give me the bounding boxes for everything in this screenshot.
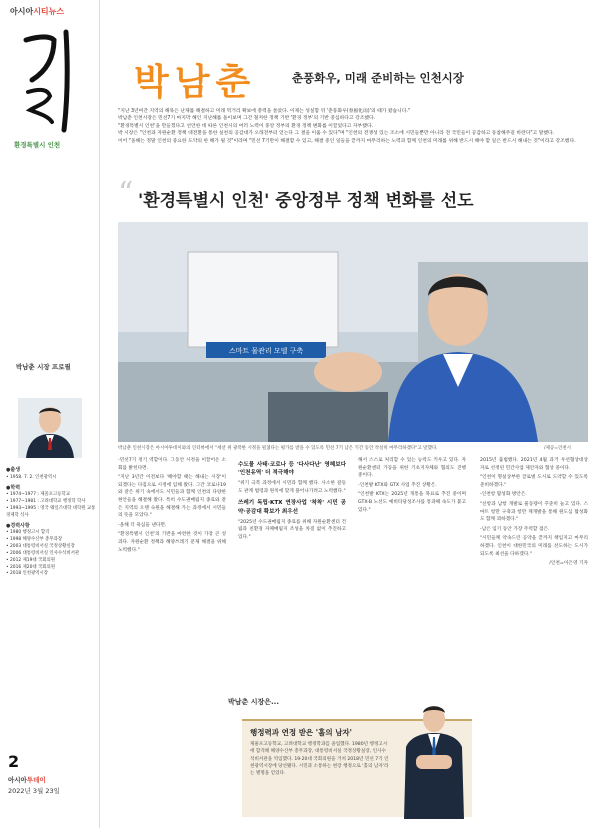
intro-paragraph: "환경특별시 인천'을 만들겠다고 선언한 데 따른 인천시의 여러 노력이 중앙 정부의 환경 정책 변화를 이끌었다고 자부했다. [118, 123, 373, 129]
column-paragraph: 해서 스스로 처리할 수 있는 능력도 키우고 있다. 자원순환센터 가동을 위한 기초지자체와 협의도 진행 중이다. [358, 458, 466, 479]
hero-photo [118, 222, 588, 442]
column-paragraph: "환경특별시 인천'의 기반을 마련한 것이 가장 큰 성과다. 자원순환 정책과 해양쓰레기 문제 해결을 위해 노력했다." [118, 532, 226, 553]
profile-edu-item: • 1974~1977 : 제물포고등학교 [6, 492, 70, 498]
intro-paragraph: 박 시장은 "인천과 자원순환 정책 대전환을 통한 실천의 공감대가 오래전부터 얻는다 그 결을 이룰 수 있다"며 "인천의 전쟁성 있는 조소에 시민들뿐만 아니라 전 국민들이 공감하고 동참해주길 바란다"고 말했다. [118, 131, 555, 137]
hero-caption: 박남춘 인천시장은 아시아투데이와의 인터뷰에서 "세션 위 광폭한 시정을 펼쳤다는 평가를 받을 수 있도록 민선 7기 남은 기간 동안 착실히 마무리하겠다"고 말했다. [118, 446, 438, 451]
column-byline: /인천=이은영 기자 [549, 561, 588, 567]
section-label: 환경특별시 인천 [14, 141, 61, 149]
profile-career-item: • 2016 제20대 국회의원 [6, 564, 55, 570]
column-paragraph: -인천발 KTX와 GTX 사업 추진 상황은. [358, 482, 437, 488]
column-paragraph: -인천항 활성화 방안은. [480, 492, 527, 498]
column-paragraph: "시민들께 약속드린 공약을 끝까지 책임지고 마무리하겠다. 인천이 대한민국의 미래를 선도하는 도시가 되도록 최선을 다하겠다." [480, 536, 588, 557]
column-paragraph: "2025년 수도권매립지 종료를 위해 자원순환센터 건립과 친환경 자체매립지 조성을 차질 없이 추진하고 있다." [238, 519, 346, 540]
column-paragraph: -남은 임기 동안 가장 주력할 점은. [480, 526, 550, 532]
column-paragraph: -올해 더 욕심을 낸다면. [118, 522, 167, 528]
intro-paragraph: 이어 "올해는 정말 인천의 중요한 도약의 한 해가 될 것"이라며 "민선 7기만이 해결할 수 있고, 해결 중인 일들을 끝까지 마무리하는 노력과 함께 인천의 미래를 위해 반드시 해야 할 일은 반드시 해내는 것"이라고 강조했다. [118, 138, 576, 144]
profile-birth: • 1958. 7. 2. 인천광역시 [6, 474, 57, 480]
profile-career-item: • 2018 인천광역시장 [6, 571, 49, 577]
profile-list [6, 464, 96, 578]
intro-paragraph: "지난 3년여간 지역의 해묵은 난제를 해결하고 미래 먹거리 확보에 총력을 쏟았다. 이제는 성실함 뒤 '춘풍화우(春風化雨)'의 때가 왔습니다." [118, 109, 411, 114]
profile-birth-head: ●출생 [6, 467, 21, 473]
column-paragraph: 2015년 출범했다. 2021년 4월 과거 우선협상대상자로 선정된 민간사업 제안자와 협상 중이다. [480, 458, 588, 471]
profile-career-item: • 1998 해양수산부 총무과장 [6, 537, 63, 543]
profile-career-head: ●경력사항 [6, 522, 30, 529]
column-paragraph: "인천발 KTX는 2025년 개통을 목표로 추진 중이며 GTX-B 노선도 예비타당성조사를 통과해 속도가 붙고 있다." [358, 492, 466, 513]
page-number: 2 [8, 752, 20, 771]
qa-box-headline: 행정력과 연정 받은 '홀의 남자' [250, 728, 352, 737]
main-article [104, 0, 600, 828]
column-paragraph: "인천이 명실상부한 글로벌 도시로 도약할 수 있도록 준비하겠다." [480, 475, 588, 488]
profile-career-item: • 2012 제19대 국회의원 [6, 557, 55, 563]
column-subheading: 쓰레기 독립·KTX 연장사업 '착착' 시민 공약·공감대 확보가 최우선 [238, 500, 346, 515]
hero-credit: /제공=인천시 [544, 446, 572, 451]
profile-photo [18, 398, 82, 458]
quote-mark-icon: “ [118, 176, 134, 211]
column-subheading: 수도물 사태·코로나 등 '다사다난' 영혜보다 '인천유역' 더 적극해야 [238, 462, 346, 477]
intro-paragraphs [118, 108, 588, 145]
profile-career-item: • 1980 행정고시 합격 [6, 530, 50, 536]
column-3 [358, 457, 466, 516]
headline-name: 박남춘 [134, 61, 257, 103]
qa-box-body: 제물포고등학교, 고려대학교 행정학과를 졸업했다. 1980년 행정고시에 합격해 해양수산부 총무과장, 대통령비서실 국정상황실장, 인사수석비서관을 역임했다. 19·20대 국회의원을 거쳐 2018년 민선 7기 인천광역시장에 당선됐다. 시민과 소통하는 현장 행정으로 '홀의 남자'라는 별명을 얻었다. [250, 742, 389, 777]
masthead-brand [10, 6, 64, 17]
brand-accent: 시티뉴스 [33, 7, 65, 16]
pub-prefix: 아시아 [8, 776, 27, 784]
left-sidebar [0, 0, 100, 828]
column-paragraph: "신항과 남항 개발로 물동량이 꾸준히 늘고 있다. 스마트 항만 구축과 항만 재개발을 통해 원도심 활성화도 함께 꾀하겠다." [480, 502, 588, 523]
article-columns [118, 457, 590, 817]
headline-subtitle: 춘풍화우, 미래 준비하는 인천시장 [292, 71, 464, 85]
publication-name [8, 775, 46, 784]
portrait-icon [18, 398, 82, 458]
calligraphy-gil-icon [18, 26, 80, 136]
qa-box-tag: 박남춘 시장은... [228, 698, 279, 706]
publication-date: 2022년 3월 23일 [8, 787, 60, 795]
column-paragraph: "지난 3년간 이전보다 '해야할 때는 해내는 시장'이 되겠다는 다짐으로 시정에 임해 왔다. 그간 코로나19와 같은 위기 속에서도 시민들과 함께 인천의 다양한 현안들을 해결해 왔다. 특히 수도권매립지 종료와 같은 지역의 오랜 숙원을 해결해 가는 과정에서 시민들의 뜻을 모았다." [118, 475, 226, 519]
intro-paragraph: 박남춘 인천시장은 민선7기 마지막 해인 지난해를 돌이보며 그간 철저한 정책 기반 '환경 정부'의 기반 중심하다고 강조했다. [118, 116, 376, 122]
hero-banner-text: 스마트 물관리 모델 구축 [228, 347, 304, 355]
profile-title: 박남춘 시장 프로필 [16, 363, 71, 371]
brand-prefix: 아시아 [10, 7, 34, 16]
standing-portrait-icon [396, 697, 472, 819]
profile-career-item: • 2003 대통령비서실 국정상황실장 [6, 544, 75, 550]
qa-box [242, 719, 472, 817]
column-paragraph: -민선7기 정기 역할이다. 그동안 시정을 이끌어온 소회를 밝힌다면. [118, 458, 226, 471]
profile-career-item: • 2006 대통령비서실 인사수석비서관 [6, 550, 80, 556]
interview-scene-icon [118, 222, 588, 442]
profile-edu-item: • 1977~1981 : 고려대학교 행정학 학사 [6, 499, 86, 505]
profile-edu-item: • 1993~1995 : 영국 웨일즈대학 대학원 교통경제학 석사 [6, 505, 96, 518]
profile-edu-head: ●학력 [6, 484, 21, 491]
pull-quote: '환경특별시 인천' 중앙정부 정책 변화를 선도 [138, 191, 474, 211]
column-1 [118, 457, 226, 556]
column-paragraph: "위기 극복 과정에서 시민과 함께 했다. 사소한 갈등도 관계 법령과 원칙에 맞게 풀어나가려고 노력했다." [238, 481, 346, 494]
pub-accent: 투데이 [26, 776, 46, 784]
column-2 [238, 457, 346, 543]
column-4 [480, 457, 588, 570]
